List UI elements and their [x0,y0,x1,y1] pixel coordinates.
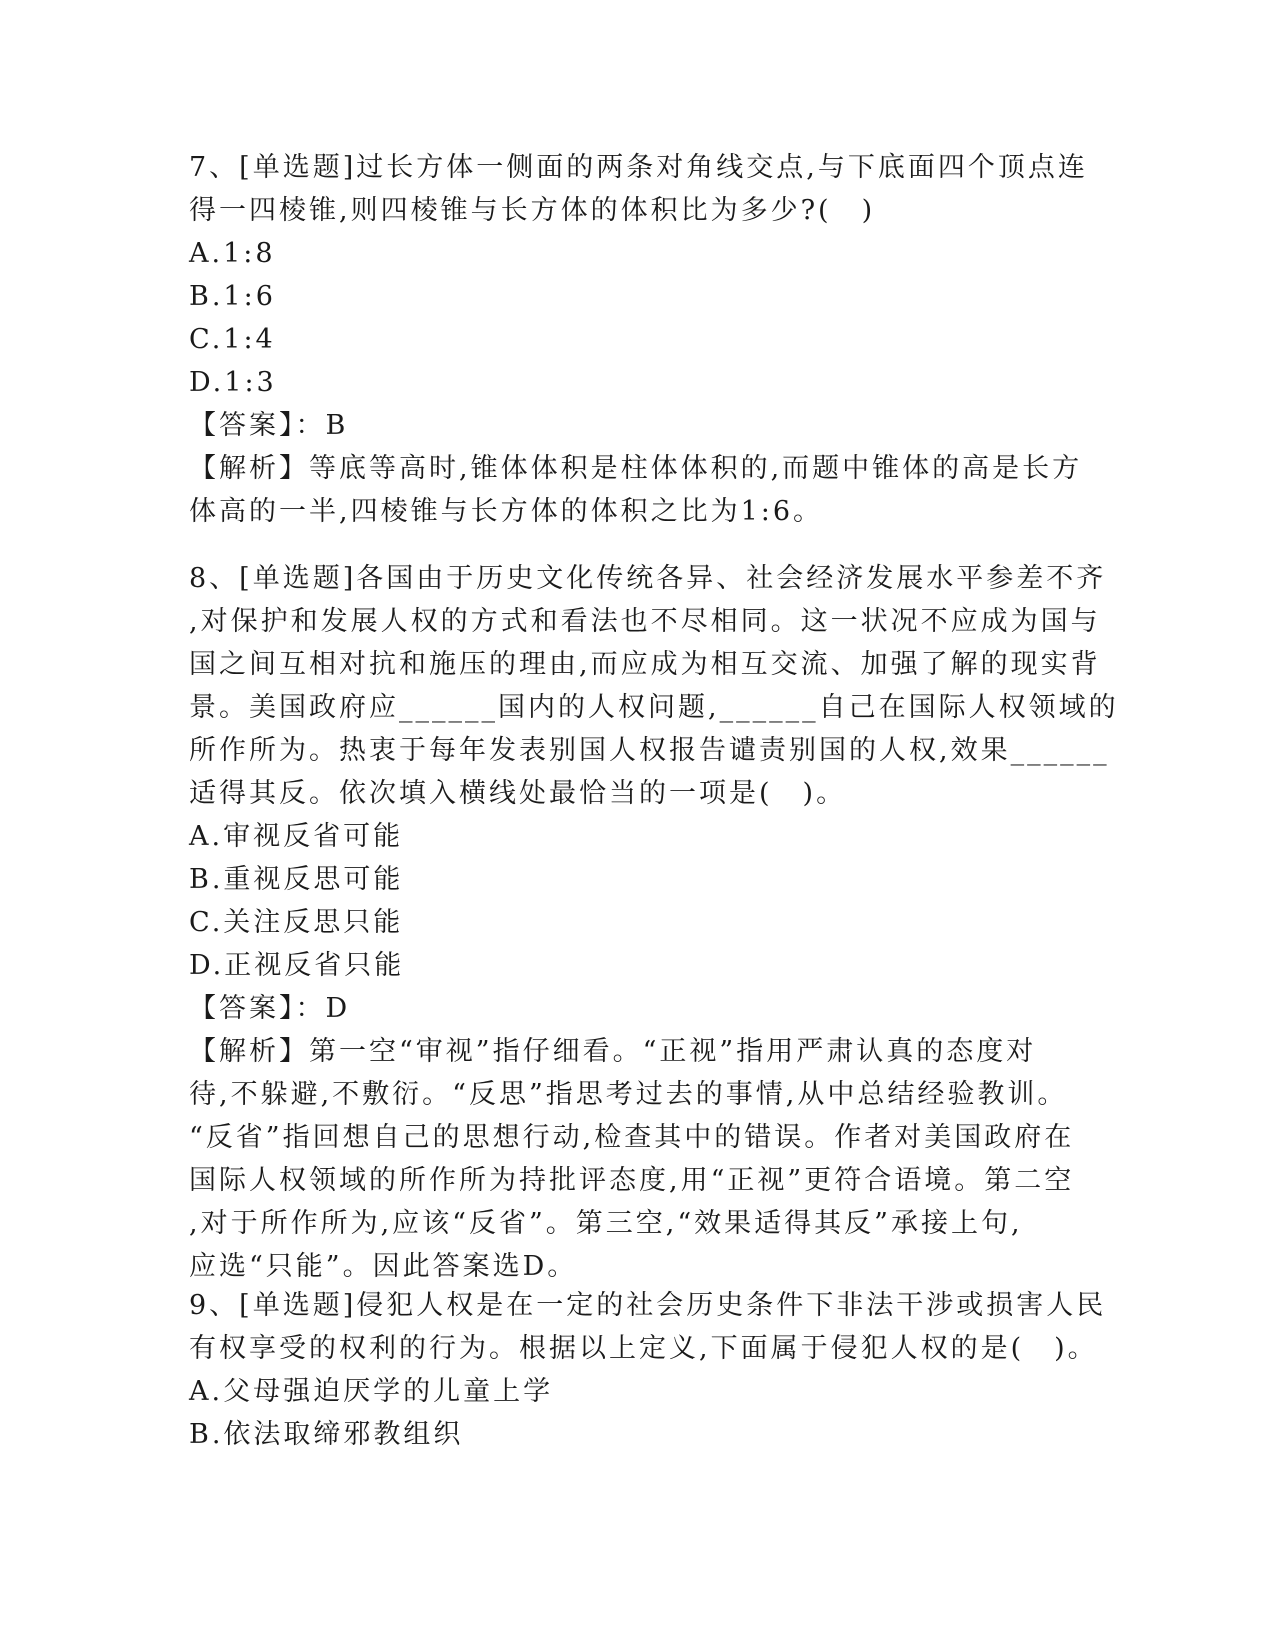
question-stem-line: 8、[单选题]各国由于历史文化传统各异、社会经济发展水平参差不齐 [189,563,1107,594]
option-c: C.关注反思只能 [189,907,404,938]
question-stem-line: 9、[单选题]侵犯人权是在一定的社会历史条件下非法干涉或损害人民 [189,1290,1107,1321]
analysis-line: 【解析】等底等高时,锥体体积是柱体体积的,而题中锥体的高是长方 [189,453,1083,484]
question-stem-line: 景。美国政府应______国内的人权问题,______自己在国际人权领域的 [189,692,1119,723]
option-b: B.依法取缔邪教组织 [189,1419,464,1450]
analysis-line: 国际人权领域的所作所为持批评态度,用“正视”更符合语境。第二空 [189,1165,1075,1196]
question-9 [189,1284,1107,1456]
analysis-line: 【解析】第一空“审视”指仔细看。“正视”指用严肃认真的态度对 [189,1036,1037,1067]
option-c: C.1:4 [189,324,276,355]
option-a: A.审视反省可能 [189,821,404,852]
option-b: B.重视反思可能 [189,864,404,895]
question-stem-line: 7、[单选题]过长方体一侧面的两条对角线交点,与下底面四个顶点连 [189,152,1088,183]
option-b: B.1:6 [189,281,276,312]
answer-line: 【答案】：B [189,410,349,441]
answer-line: 【答案】：D [189,993,351,1024]
analysis-line: 应选“只能”。因此答案选D。 [189,1251,578,1282]
question-stem-line: 得一四棱锥,则四棱锥与长方体的体积比为多少?( ) [189,195,876,226]
option-a: A.1:8 [189,238,276,269]
question-stem-line: 适得其反。依次填入横线处最恰当的一项是( )。 [189,778,847,809]
option-d: D.1:3 [189,367,277,398]
analysis-line: 待,不躲避,不敷衍。“反思”指思考过去的事情,从中总结经验教训。 [189,1079,1068,1110]
question-8 [189,557,1119,1288]
question-stem-line: 所作所为。热衷于每年发表别国人权报告谴责别国的人权,效果______ [189,735,1110,766]
question-stem-line: ,对保护和发展人权的方式和看法也不尽相同。这一状况不应成为国与 [189,606,1101,637]
option-a: A.父母强迫厌学的儿童上学 [189,1376,554,1407]
question-stem-line: 国之间互相对抗和施压的理由,而应成为相互交流、加强了解的现实背 [189,649,1101,680]
option-d: D.正视反省只能 [189,950,405,981]
analysis-line: “反省”指回想自己的思想行动,检查其中的错误。作者对美国政府在 [189,1122,1075,1153]
question-7 [189,146,1088,533]
analysis-line: 体高的一半,四棱锥与长方体的体积之比为1:6。 [189,496,824,527]
analysis-line: ,对于所作所为,应该“反省”。第三空,“效果适得其反”承接上句, [189,1208,1023,1239]
question-stem-line: 有权享受的权利的行为。根据以上定义,下面属于侵犯人权的是( )。 [189,1333,1098,1364]
